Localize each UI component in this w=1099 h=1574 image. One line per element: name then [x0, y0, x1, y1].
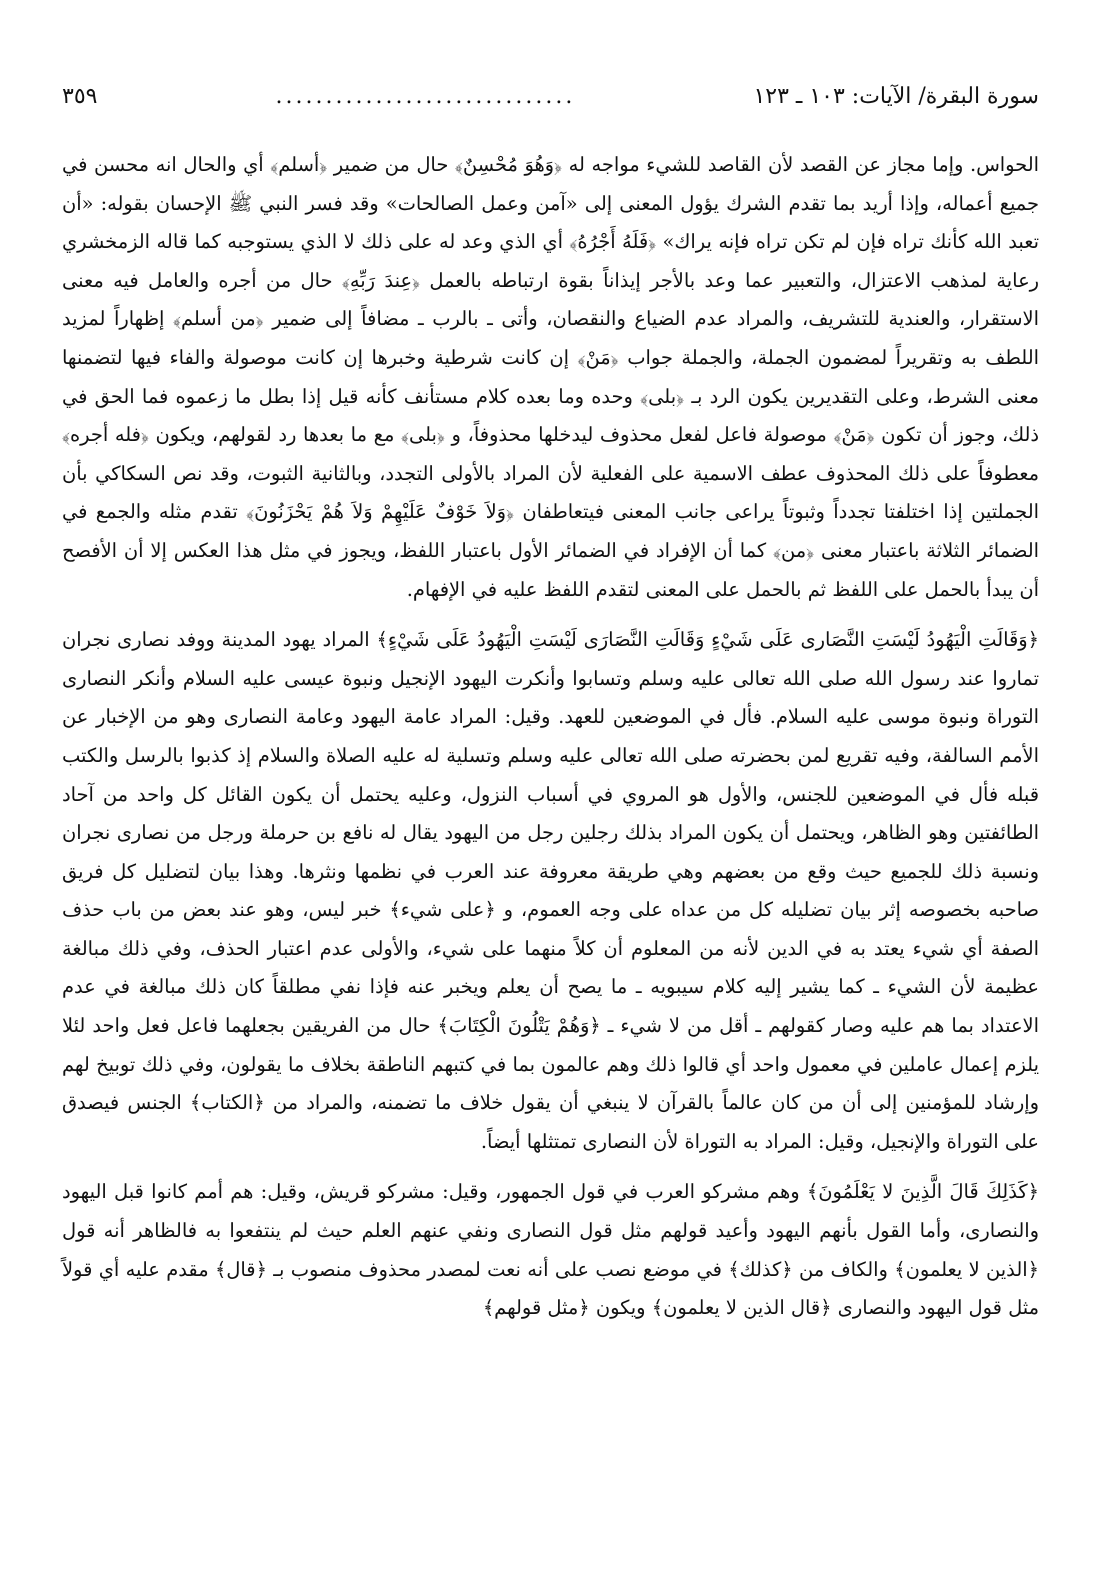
- body-text: [62, 146, 1039, 1328]
- header-title: سورة البقرة/ الآيات: ١٠٣ ـ ١٢٣: [753, 84, 1039, 109]
- paragraph-1: الحواس. وإما مجاز عن القصد لأن القاصد للشيء مواجه له ﴿وَهُوَ مُحْسِنٌ﴾ حال من ضمير ﴿أسلم﴾ أي والحال انه محسن في جميع أعماله، وإذا أريد بما تقدم الشرك يؤول المعنى إلى «آمن وعمل الصالحات» وقد فسر النبي ﷺ الإحسان بقوله: «أن تعبد الله كأنك تراه فإن لم تكن تراه فإنه يراك» ﴿فَلَهُ أَجْرُهُ﴾ أي الذي وعد له على ذلك لا الذي يستوجبه كما قاله الزمخشري رعاية لمذهب الاعتزال، والتعبير عما وعد بالأجر إيذاناً بقوة ارتباطه بالعمل ﴿عِندَ رَبِّهِ﴾ حال من أجره والعامل فيه معنى الاستقرار، والعندية للتشريف، والمراد عدم الضياع والنقصان، وأتى ـ بالرب ـ مضافاً إلى ضمير ﴿من أسلم﴾ إظهاراً لمزيد اللطف به وتقريراً لمضمون الجملة، والجملة جواب ﴿مَنْ﴾ إن كانت شرطية وخبرها إن كانت موصولة والفاء فيها لتضمنها معنى الشرط، وعلى التقديرين يكون الرد بـ ﴿بلى﴾ وحده وما بعده كلام مستأنف كأنه قيل إذا بطل ما زعموه فما الحق في ذلك، وجوز أن تكون ﴿مَنْ﴾ موصولة فاعل لفعل محذوف ليدخلها محذوفاً، و ﴿بلى﴾ مع ما بعدها رد لقولهم، ويكون ﴿فله أجره﴾ معطوفاً على ذلك المحذوف عطف الاسمية على الفعلية لأن المراد بالأولى التجدد، وبالثانية الثبوت، وقد نص السكاكي بأن الجملتين إذا اختلفتا تجدداً وثبوتاً يراعى جانب المعنى فيتعاطفان ﴿وَلاَ خَوْفٌ عَلَيْهِمْ وَلاَ هُمْ يَحْزَنُونَ﴾ تقدم مثله والجمع في الضمائر الثلاثة باعتبار معنى ﴿من﴾ كما أن الإفراد في الضمائر الأول باعتبار اللفظ، ويجوز في مثل هذا العكس إلا أن الأفصح أن يبدأ بالحمل على اللفظ ثم بالحمل على المعنى لتقدم اللفظ عليه في الإفهام.: [62, 153, 1039, 601]
- header-dot-leader: ..............................: [275, 84, 576, 109]
- running-header: [62, 84, 1039, 109]
- paragraph-2: ﴿وَقَالَتِ الْيَهُودُ لَيْسَتِ النَّصَارى عَلَى شَيْءٍ وَقَالَتِ النَّصَارَى لَيْسَتِ الْيَهُودُ عَلَى شَيْءٍ﴾ المراد يهود المدينة ووفد نصارى نجران تماروا عند رسول الله صلى الله تعالى عليه وسلم وتسابوا وأنكرت اليهود الإنجيل ونبوة عيسى عليه السلام وأنكر النصارى التوراة ونبوة موسى عليه السلام. فأل في الموضعين للعهد. وقيل: المراد عامة اليهود وعامة النصارى وهو من الإخبار عن الأمم السالفة، وفيه تقريع لمن بحضرته صلى الله تعالى عليه وسلم وتسلية له عليه الصلاة والسلام إذ كذبوا بالرسل والكتب قبله فأل في الموضعين للجنس، والأول هو المروي في أسباب النزول، وعليه يحتمل أن يكون القائل كل واحد من آحاد الطائفتين وهو الظاهر، ويحتمل أن يكون المراد بذلك رجلين رجل من اليهود يقال له نافع بن حرملة ورجل من نصارى نجران ونسبة ذلك للجميع حيث وقع من بعضهم وهي طريقة معروفة عند العرب في نظمها ونثرها. وهذا بيان لتضليل كل فريق صاحبه بخصوصه إثر بيان تضليله كل من عداه على وجه العموم، و ﴿على شيء﴾ خبر ليس، وهو عند بعض من باب حذف الصفة أي شيء يعتد به في الدين لأنه من المعلوم أن كلاً منهما على شيء، والأولى عدم اعتبار الحذف، وفي ذلك مبالغة عظيمة لأن الشيء ـ كما يشير إليه كلام سيبويه ـ ما يصح أن يعلم ويخبر عنه فإذا نفي مطلقاً كان ذلك مبالغة في عدم الاعتداد بما هم عليه وصار كقولهم ـ أقل من لا شيء ـ ﴿وَهُمْ يَتْلُونَ الْكِتَابَ﴾ حال من الفريقين بجعلهما فاعل فعل واحد لئلا يلزم إعمال عاملين في معمول واحد أي قالوا ذلك وهم عالمون بما في كتبهم الناطقة بخلاف ما يقولون، وفي ذلك توبيخ لهم وإرشاد للمؤمنين إلى أن من كان عالماً بالقرآن لا ينبغي أن يقول خلاف ما تضمنه، والمراد من ﴿الكتاب﴾ الجنس فيصدق على التوراة والإنجيل، وقيل: المراد به التوراة لأن النصارى تمتثلها أيضاً.: [62, 628, 1039, 1153]
- paragraph-3: ﴿كَذَلِكَ قَالَ الَّذِينَ لا يَعْلَمُونَ﴾ وهم مشركو العرب في قول الجمهور، وقيل: مشركو قريش، وقيل: هم أمم كانوا قبل اليهود والنصارى، وأما القول بأنهم اليهود وأعيد قولهم مثل قول النصارى ونفي عنهم العلم حيث لم ينتفعوا به فالظاهر أنه قول ﴿الذين لا يعلمون﴾ والكاف من ﴿كذلك﴾ في موضع نصب على أنه نعت لمصدر محذوف منصوب بـ ﴿قال﴾ مقدم عليه أي قولاً مثل قول اليهود والنصارى ﴿قال الذين لا يعلمون﴾ ويكون ﴿مثل قولهم﴾: [62, 1180, 1039, 1320]
- page-number: ٣٥٩: [62, 84, 98, 109]
